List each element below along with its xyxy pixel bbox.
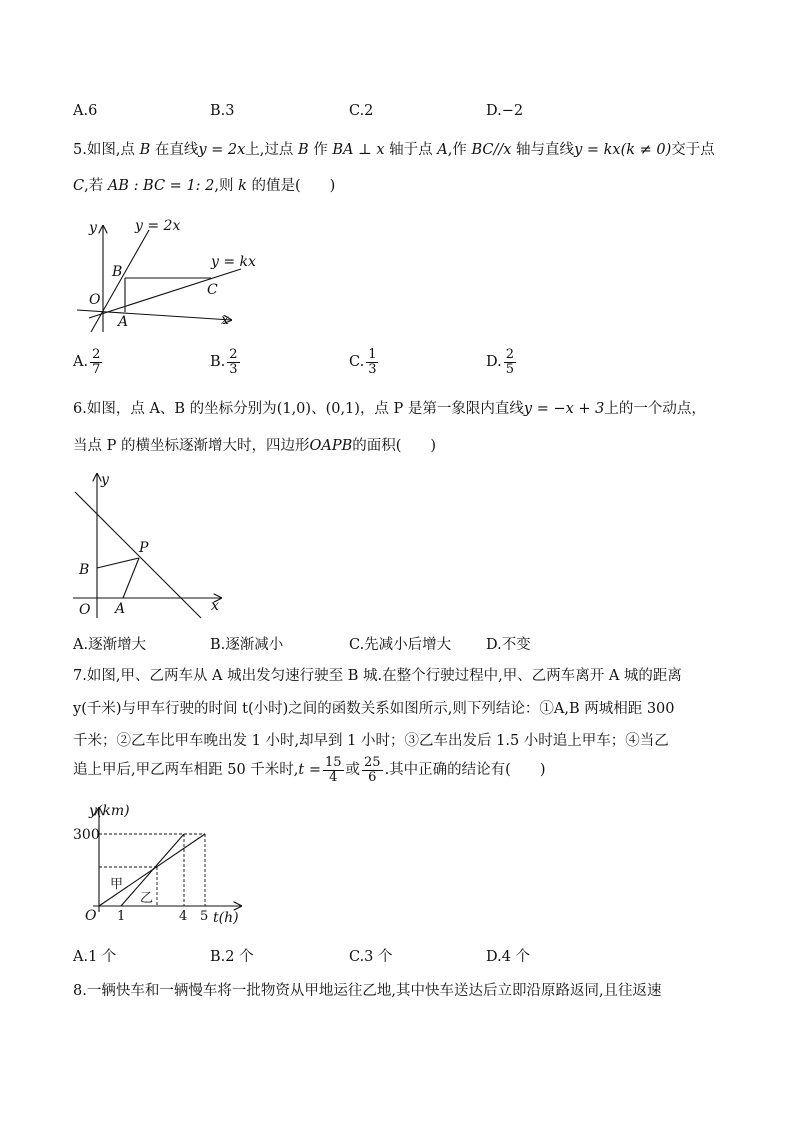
q5-label-ykx: y = kx [211,254,256,270]
q6-option-b: B.逐渐减小 [210,637,284,653]
q5-point-b: B [112,264,123,280]
q4-options [73,103,733,125]
q6-stem-line1: 6.如图，点 A、B 的坐标分别为(1,0)、(0,1)，点 P 是第一象限内直线y = −x + 3上的一个动点， [73,401,706,417]
q6-point-p: P [139,540,149,556]
q5-options [73,348,733,388]
q5-option-a: A. $\frac{2}{7}$ [73,347,101,377]
q7-origin: O [85,908,97,924]
q8-stem-line1: 8.一辆快车和一辆慢车将一批物资从甲地运往乙地,其中快车送达后立即沿原路返同,且往返速 [73,983,662,999]
q7-tick-1: 1 [117,909,126,924]
q5-stem-line1: 5.如图,点 B 在直线y = 2x上,过点 B 作 BA ⊥ x 轴于点 A,作 BC//x 轴与直线y = kx(k ≠ 0)交于点 [73,142,715,158]
q6-axis-y: y [101,472,109,488]
q7-option-b: B.2 个 [210,949,254,965]
q4-option-d: D.−2 [486,103,524,119]
q5-point-c: C [207,282,218,298]
q5-label-y2x: y = 2x [135,218,181,234]
q5-point-o: O [89,292,101,308]
q5-stem-line2: C,若 AB : BC = 1: 2,则 k 的值是( ) [73,178,336,194]
q6-option-c: C.先减小后增大 [349,637,452,653]
q7-stem-line2: y(千米)与甲车行驶的时间 t(小时)之间的函数关系如图所示,则下列结论：①A,B 两城相距 300 [73,701,675,717]
q7-tick-4: 4 [179,909,188,924]
q7-figure [73,802,253,927]
q7-axis-y: y(km) [89,803,130,819]
q5-figure [73,214,256,334]
q7-stem-line3: 千米；②乙车比甲车晚出发 1 小时,却早到 1 小时；③乙车出发后 1.5 小时追上甲车；④当乙 [73,733,669,749]
q6-stem-line2: 当点 P 的横坐标逐渐增大时，四边形OAPB的面积( ) [73,438,437,454]
q5-point-a: A [118,314,129,330]
q6-point-b: B [79,562,90,578]
q5-axis-x: x [221,312,229,328]
q5-axis-y: y [89,220,97,236]
q4-option-c: C.2 [349,103,374,119]
q6-option-d: D.不变 [486,637,531,653]
q7-options [73,945,733,967]
q5-option-b: B. $\frac{2}{3}$ [210,347,238,377]
q6-point-a: A [115,601,126,617]
q7-tick-5: 5 [200,909,209,924]
q7-stem-line4: 追上甲后,甲乙两车相距 50 千米时,t = $\frac{15}{4}$ 或 $\frac{25}{6}$ .其中正确的结论有( ) [73,755,546,785]
q6-figure [73,470,233,620]
q4-option-b: B.3 [210,103,235,119]
q7-tick-300: 300 [73,827,100,843]
q5-option-d: D. $\frac{2}{5}$ [486,347,514,377]
q7-option-a: A.1 个 [73,949,117,965]
q7-option-c: C.3 个 [349,949,393,965]
q6-options [73,633,733,655]
q7-label-jia: 甲 [110,877,124,892]
q6-point-o: O [79,602,91,618]
q6-option-a: A.逐渐增大 [73,637,147,653]
q7-option-d: D.4 个 [486,949,531,965]
q7-stem-line1: 7.如图,甲、乙两车从 A 城出发匀速行驶至 B 城.在整个行驶过程中,甲、乙两车离开 A 城的距离 [73,668,682,684]
q5-option-c: C. $\frac{1}{3}$ [349,347,377,377]
q6-axis-x: x [211,598,219,614]
q4-option-a: A.6 [73,103,98,119]
q7-label-yi: 乙 [140,891,154,906]
q7-axis-x: t(h) [213,910,239,926]
